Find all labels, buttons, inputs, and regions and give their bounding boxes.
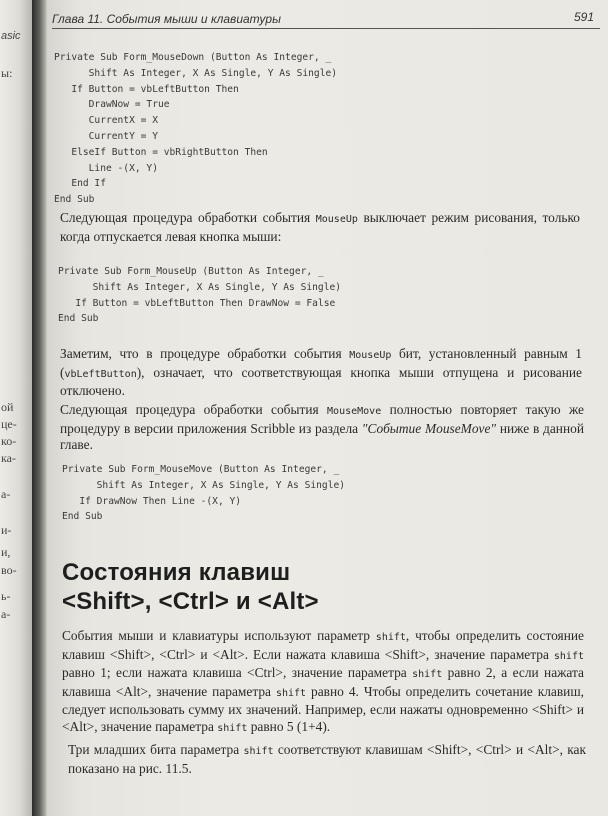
text-run: Заметим, что в процедуре обработки события bbox=[60, 346, 350, 361]
left-page-fragment: и- bbox=[1, 523, 12, 537]
code-line: End Sub bbox=[58, 313, 99, 325]
code-line: Private Sub Form_MouseUp (Button As Integer, _ bbox=[58, 266, 324, 277]
inline-code: vbLeftButton bbox=[64, 368, 137, 380]
left-page-fragment: ь- bbox=[1, 589, 11, 603]
code-line: If Button = vbLeftButton Then bbox=[54, 83, 239, 95]
code-line: Shift As Integer, X As Single, Y As Single) bbox=[58, 281, 342, 293]
book-page bbox=[48, 0, 608, 816]
code-block-mouseup bbox=[58, 264, 341, 327]
code-block-mousedown bbox=[54, 50, 337, 208]
inline-code: shift bbox=[275, 687, 307, 699]
section-heading-line: <Shift>, <Ctrl> и <Alt> bbox=[62, 588, 319, 615]
left-page-fragment: asic bbox=[1, 30, 21, 42]
text-run: равно 1; если нажата клавиша <Ctrl>, значение параметра bbox=[62, 665, 413, 681]
text-run: выключает режим рисования, только когда отпускается левая кнопка мыши: bbox=[60, 210, 581, 244]
code-line: End Sub bbox=[62, 511, 103, 523]
running-header bbox=[52, 10, 600, 29]
page-number: 591 bbox=[573, 10, 594, 24]
text-run: Следующая процедура обработки события bbox=[60, 210, 316, 225]
text-run: Три младших бита параметра bbox=[68, 742, 244, 757]
italic-link-text: "Событие MouseMove" bbox=[361, 420, 497, 436]
code-line: Private Sub Form_MouseDown (Button As Integer, _ bbox=[54, 52, 332, 63]
inline-code: shift bbox=[375, 632, 406, 643]
left-page-fragment: ка- bbox=[1, 451, 16, 465]
section-heading bbox=[62, 558, 582, 616]
code-line: CurrentX = X bbox=[54, 115, 158, 127]
inline-code: shift bbox=[243, 746, 274, 757]
paragraph-mousemove-intro bbox=[60, 402, 584, 454]
code-line: If DrawNow Then Line -(X, Y) bbox=[62, 495, 242, 507]
left-page-fragment: а- bbox=[1, 607, 11, 621]
paragraph-shift-bits bbox=[68, 742, 586, 777]
inline-code: MouseMove bbox=[327, 406, 382, 417]
code-line: Shift As Integer, X As Single, Y As Single) bbox=[62, 479, 346, 491]
book-gutter-shadow bbox=[32, 0, 48, 816]
inline-code: shift bbox=[412, 669, 443, 681]
code-line: Shift As Integer, X As Single, Y As Single) bbox=[54, 67, 338, 79]
code-line: CurrentY = Y bbox=[54, 130, 158, 142]
text-run: События мыши и клавиатуры используют параметр bbox=[62, 628, 376, 643]
chapter-title: Глава 11. События мыши и клавиатуры bbox=[52, 12, 281, 26]
left-page-fragment: и, bbox=[1, 545, 11, 559]
text-run: равно 2, а если нажата клавиша <Alt>, значение параметра bbox=[62, 665, 584, 699]
paragraph-mouseup-intro bbox=[60, 210, 580, 245]
text-run: соответствуют клавишам <Shift>, <Ctrl> и <Alt>, как показано на рис. 11.5. bbox=[68, 742, 586, 776]
section-heading-line: Состояния клавиш bbox=[62, 559, 291, 586]
text-run: полностью повторяет такую же процедуру в версии приложения Scribble из раздела bbox=[60, 402, 584, 436]
left-page-fragment: а- bbox=[1, 487, 11, 501]
text-run: Следующая процедура обработки события bbox=[60, 402, 328, 417]
inline-code: shift bbox=[553, 650, 584, 662]
code-block-mousemove bbox=[62, 462, 345, 525]
text-run: , чтобы определить состояние клавиш <Shift>, <Ctrl> и <Alt>. Если нажата клавиша <Shift>, значение параметра bbox=[62, 628, 584, 662]
left-page-fragment: во- bbox=[1, 563, 17, 577]
code-line: If Button = vbLeftButton Then DrawNow = False bbox=[58, 297, 336, 309]
inline-code: shift bbox=[217, 722, 248, 734]
left-page-fragment: це- bbox=[1, 417, 17, 431]
paragraph-shift-parameter bbox=[62, 628, 584, 738]
text-run: ), означает, что соответствующая кнопка мыши отпущена и рисование отключено. bbox=[60, 364, 582, 399]
code-line: Line -(X, Y) bbox=[54, 162, 158, 174]
text-run: бит, установленный равным 1 ( bbox=[60, 346, 582, 380]
code-line: End Sub bbox=[54, 194, 95, 206]
left-page-fragment: ой bbox=[1, 400, 14, 414]
code-line: DrawNow = True bbox=[54, 99, 170, 111]
inline-code: MouseUp bbox=[349, 350, 392, 361]
text-run: равно 4. Чтобы определить сочетание клавиш, следует использовать сумму их значений. Например, если нажаты одновременно <Shift> и <Alt>, значение параметра bbox=[62, 683, 584, 734]
inline-code: MouseUp bbox=[315, 214, 358, 225]
code-line: End If bbox=[54, 178, 106, 190]
text-run: ниже в данной главе. bbox=[60, 420, 585, 453]
left-page-fragment: ко- bbox=[1, 434, 17, 448]
paragraph-mouseup-note bbox=[60, 346, 582, 400]
left-page-edge bbox=[0, 0, 32, 816]
text-run: равно 5 (1+4). bbox=[247, 718, 331, 734]
left-page-fragment: ы: bbox=[1, 66, 13, 80]
code-line: ElseIf Button = vbRightButton Then bbox=[54, 146, 268, 158]
code-line: Private Sub Form_MouseMove (Button As Integer, _ bbox=[62, 464, 340, 475]
